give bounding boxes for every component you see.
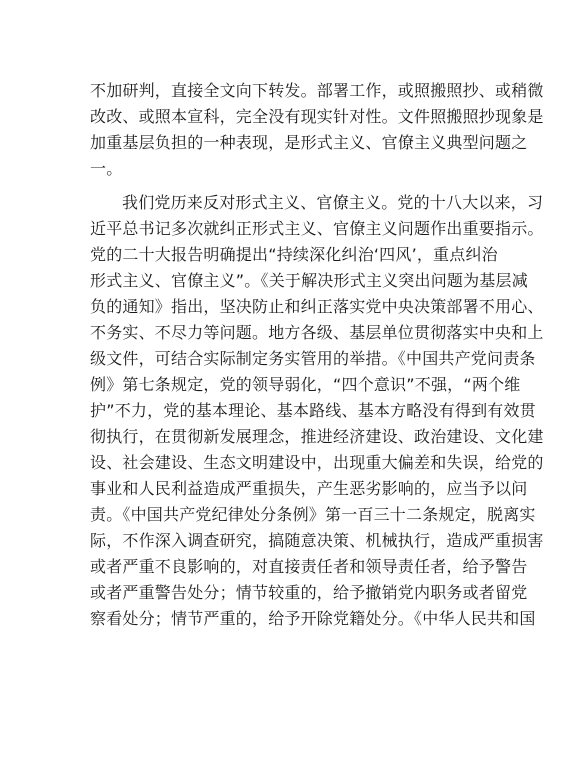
paragraph-2-line-12: 事业和人民利益造成严重损失，产生恶劣影响的，应当予以问 xyxy=(90,479,528,498)
paragraph-1-line-1: 不加研判，直接全文向下转发。部署工作，或照搬照抄、或稍微 xyxy=(90,81,544,100)
paragraph-2-line-5: 负的通知》指出，坚决防止和纠正落实党中央决策部署不用心、 xyxy=(90,297,544,316)
paragraph-2-line-13: 责。《中国共产党纪律处分条例》第一百三十二条规定，脱离实 xyxy=(90,505,536,524)
paragraph-2-line-3: 党的二十大报告明确提出“持续深化纠治‘四风’，重点纠治 xyxy=(90,245,498,264)
paragraph-2-line-2: 近平总书记多次就纠正形式主义、官僚主义问题作出重要指示。 xyxy=(90,219,544,238)
paragraph-2-line-14: 际，不作深入调查研究，搞随意决策、机械执行，造成严重损害 xyxy=(90,531,544,550)
paragraph-2-line-15: 或者严重不良影响的，对直接责任者和领导责任者，给予警告 xyxy=(90,557,528,576)
paragraph-2-line-8: 例》第七条规定，党的领导弱化，“四个意识”不强，“两个维 xyxy=(90,375,521,394)
paragraph-2-line-6: 不务实、不尽力等问题。地方各级、基层单位贯彻落实中央和上 xyxy=(90,323,544,342)
paragraph-2-line-7: 级文件，可结合实际制定务实管用的举措。《中国共产党问责条 xyxy=(90,349,536,368)
paragraph-2-line-16: 或者严重警告处分；情节较重的，给予撤销党内职务或者留党 xyxy=(90,583,528,602)
paragraph-1-line-3: 加重基层负担的一种表现，是形式主义、官僚主义典型问题之 xyxy=(90,133,528,152)
paragraph-2-line-10: 彻执行，在贯彻新发展理念，推进经济建设、政治建设、文化建 xyxy=(90,427,544,446)
paragraph-2-line-1: 我们党历来反对形式主义、官僚主义。党的十八大以来，习 xyxy=(122,193,544,212)
paragraph-2-line-17: 察看处分；情节严重的，给予开除党籍处分。《中华人民共和国 xyxy=(90,609,536,628)
paragraph-1-line-2: 改改、或照本宣科，完全没有现实针对性。文件照搬照抄现象是 xyxy=(90,107,544,126)
paragraph-2-line-9: 护”不力，党的基本理论、基本路线、基本方略没有得到有效贯 xyxy=(90,401,536,420)
paragraph-2-line-4: 形式主义、官僚主义”。《关于解决形式主义突出问题为基层减 xyxy=(90,271,528,290)
paragraph-1-line-4: 一。 xyxy=(90,159,123,178)
paragraph-2-line-11: 设、社会建设、生态文明建设中，出现重大偏差和失误，给党的 xyxy=(90,453,544,472)
